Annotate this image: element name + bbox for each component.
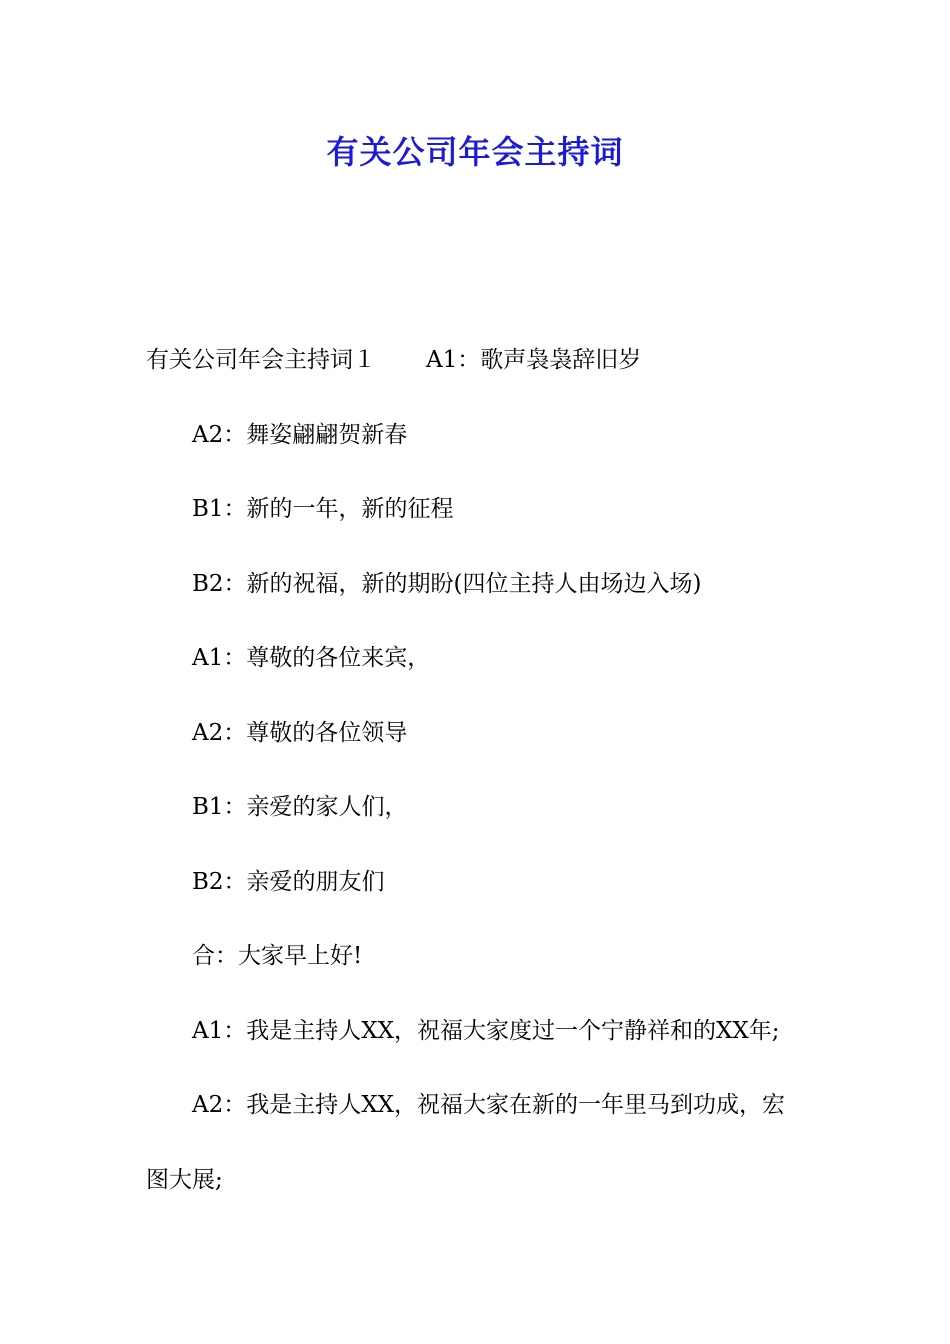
script-line: A1：尊敬的各位来宾， [192, 645, 431, 671]
script-line: A2：舞姿翩翩贺新春 [192, 421, 408, 448]
script-line: A2：尊敬的各位领导 [192, 719, 408, 746]
intro-heading: 有关公司年会主持词１ [146, 347, 376, 373]
intro-line: A1：歌声袅袅辞旧岁 [426, 347, 642, 373]
script-line-continuation: 图大展; [146, 1166, 223, 1193]
document-body [146, 338, 816, 1232]
script-line: B2：新的祝福，新的期盼(四位主持人由场边入场) [192, 570, 702, 597]
script-line: 合：大家早上好! [192, 943, 363, 969]
script-line: A1：我是主持人XX，祝福大家度过一个宁静祥和的XX年; [192, 1017, 780, 1044]
script-line: B2：亲爱的朋友们 [192, 868, 385, 895]
script-line: A2：我是主持人XX，祝福大家在新的一年里马到功成，宏 [192, 1092, 785, 1118]
intro-paragraph [146, 338, 816, 413]
document-title: 有关公司年会主持词 [326, 133, 624, 171]
script-line: B1：新的一年，新的征程 [192, 496, 454, 522]
script-line: B1：亲爱的家人们， [192, 794, 408, 820]
spacer [376, 338, 426, 413]
